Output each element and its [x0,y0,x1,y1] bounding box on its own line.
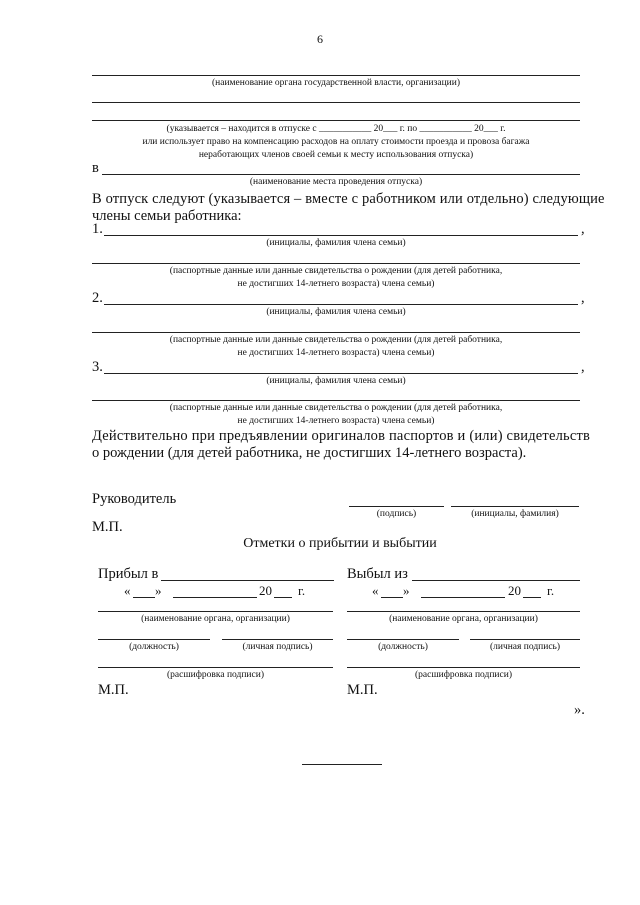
arrived-decode-caption: (расшифровка подписи) [167,670,264,680]
member-2-passport-caption-1: (паспортные данные или данные свидетельства о рождении (для детей работника, [169,335,503,345]
blank-line-2[interactable] [92,120,580,121]
arrived-month-line[interactable] [173,597,257,598]
member-1-initials-caption: (инициалы, фамилия члена семьи) [266,238,406,248]
org-caption: (наименование органа государственной власти, организации) [211,78,460,88]
leave-note-line-3: неработающих членов своей семьи к месту использования отпуска) [198,150,474,160]
member-2-initials-caption: (инициалы, фамилия члена семьи) [266,307,406,317]
place-caption: (наименование места проведения отпуска) [249,177,423,187]
departed-year-line[interactable] [523,597,541,598]
arrived-org-caption: (наименование органа, организации) [141,614,290,624]
stamp-label: М.П. [92,519,123,535]
member-3-number: 3. [92,359,103,375]
member-2-number: 2. [92,290,103,306]
member-2-name-line[interactable] [104,304,578,305]
arrived-date-open: « [124,583,131,598]
member-1-passport-caption-2: не достигших 14-летнего возраста) члена семьи) [237,279,435,289]
arrived-place-line[interactable] [161,580,334,581]
arrived-position-caption: (должность) [129,642,179,652]
departed-year-suffix: г. [547,583,555,598]
arrived-year-prefix: 20 [259,583,272,598]
member-2-passport-caption-2: не достигших 14-летнего возраста) члена семьи) [237,348,435,358]
departed-day-line[interactable] [381,597,403,598]
member-1-comma: , [581,221,585,237]
departed-org-caption: (наименование органа, организации) [389,614,538,624]
arrived-date-close: » [155,583,162,598]
prefix-v: в [92,160,99,176]
departed-stamp: М.П. [347,682,378,698]
departed-year-prefix: 20 [508,583,521,598]
leave-note-line-2: или использует право на компенсацию расходов на оплату стоимости проезда и провоза багажа [142,137,530,147]
head-signature-caption: (подпись) [376,509,417,519]
member-1-name-line[interactable] [104,235,578,236]
departed-org-line[interactable] [347,611,580,612]
arrived-day-line[interactable] [133,597,155,598]
blank-line-1[interactable] [92,102,580,103]
departed-signature-line[interactable] [470,639,580,640]
member-3-initials-caption: (инициалы, фамилия члена семьи) [266,376,406,386]
org-name-line[interactable] [92,75,580,76]
arrived-decode-line[interactable] [98,667,333,668]
head-name-line[interactable] [451,506,579,507]
departed-label: Выбыл из [347,566,408,582]
member-3-passport-caption-2: не достигших 14-летнего возраста) члена семьи) [237,416,435,426]
arrived-label: Прибыл в [98,566,159,582]
member-3-name-line[interactable] [104,373,578,374]
marks-title: Отметки о прибытии и выбытии [243,536,437,551]
member-3-passport-caption-1: (паспортные данные или данные свидетельства о рождении (для детей работника, [169,403,503,413]
closing-quote: ». [574,702,585,718]
arrived-signature-line[interactable] [222,639,333,640]
arrived-stamp: М.П. [98,682,129,698]
validity-line-2: о рождении (для детей работника, не достигших 14-летнего возраста). [92,445,527,461]
arrived-org-line[interactable] [98,611,333,612]
arrived-signature-caption: (личная подпись) [242,642,313,652]
footer-rule [302,764,382,765]
arrived-year-suffix: г. [298,583,306,598]
leave-note-line-1: (указывается – находится в отпуске с ___________ 20___ г. по ___________ 20___ г. [166,124,506,134]
head-name-caption: (инициалы, фамилия) [471,509,559,519]
member-1-passport-line[interactable] [92,263,580,264]
member-1-passport-caption-1: (паспортные данные или данные свидетельства о рождении (для детей работника, [169,266,503,276]
departed-date-close: » [403,583,410,598]
place-line[interactable] [102,174,580,175]
departed-position-line[interactable] [347,639,459,640]
head-label: Руководитель [92,491,177,507]
family-intro-line-1: В отпуск следуют (указывается – вместе с работником или отдельно) следующие [92,191,605,207]
departed-position-caption: (должность) [378,642,428,652]
member-2-passport-line[interactable] [92,332,580,333]
member-1-number: 1. [92,221,103,237]
departed-signature-caption: (личная подпись) [489,642,561,652]
departed-month-line[interactable] [421,597,505,598]
page-number: 6 [317,32,323,46]
member-3-passport-line[interactable] [92,400,580,401]
arrived-position-line[interactable] [98,639,210,640]
member-3-comma: , [581,359,585,375]
arrived-year-line[interactable] [274,597,292,598]
head-signature-line[interactable] [349,506,444,507]
member-2-comma: , [581,290,585,306]
departed-date-open: « [372,583,379,598]
departed-place-line[interactable] [412,580,580,581]
departed-decode-line[interactable] [347,667,580,668]
validity-line-1: Действительно при предъявлении оригиналов паспортов и (или) свидетельств [92,428,591,444]
family-intro-line-2: члены семьи работника: [92,208,242,224]
departed-decode-caption: (расшифровка подписи) [415,670,512,680]
